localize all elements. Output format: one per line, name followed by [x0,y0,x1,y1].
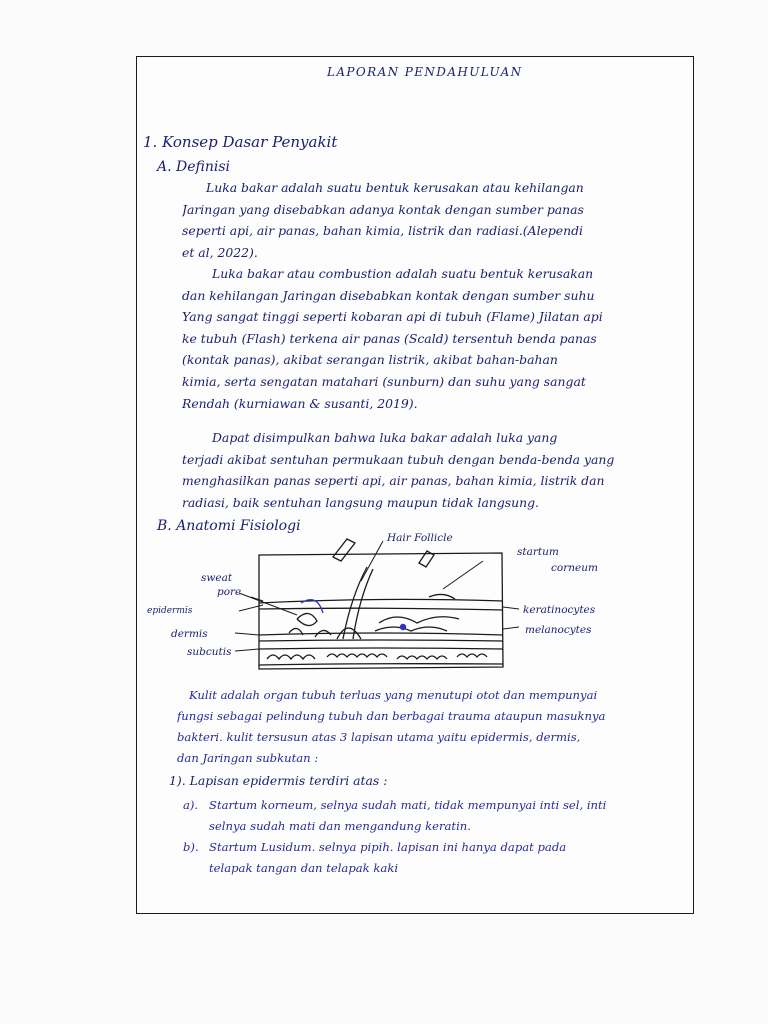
subsection-anatomy: B. Anatomi Fisiologi [157,518,301,534]
paragraph-conclusion [182,427,682,513]
label-sweat-pore: sweat [201,572,233,584]
text-line: kimia, serta sengatan matahari (sunburn) dan suhu yang sangat [182,373,586,389]
text-line: Luka bakar atau combustion adalah suatu bentuk kerusakan [212,266,594,281]
text-line: Jaringan yang disebabkan adanya kontak dengan sumber panas [182,201,584,217]
text-line: Startum korneum, selnya sudah mati, tidak mempunyai inti sel, inti [209,798,607,812]
label-epidermis: epidermis [147,606,193,616]
text-line: Yang sangat tinggi seperti kobaran api di tubuh (Flame) Jilatan api [182,309,603,325]
text-line: dan kehilangan Jaringan disebabkan kontak dengan sumber suhu [182,287,595,303]
label-sweat-pore-2: pore [217,586,242,598]
label-stratum-corneum: startum [517,546,559,558]
text-line: Luka bakar adalah suatu bentuk kerusakan atau kehilangan [206,180,584,195]
label-stratum-corneum-2: corneum [551,562,598,574]
list-item-stratum-corneum [209,795,606,837]
paragraph-definition-2 [182,263,682,414]
document-title: LAPORAN PENDAHULUAN [327,65,523,79]
text-line: dan Jaringan subkutan : [177,751,319,765]
text-line: (kontak panas), akibat serangan listrik, akibat bahan-bahan [182,352,558,368]
text-line: Dapat disimpulkan bahwa luka bakar adalah luka yang [212,430,558,445]
label-melanocytes: melanocytes [525,624,592,636]
text-line: telapak tangan dan telapak kaki [209,861,399,875]
text-line: Startum Lusidum. selnya pipih. lapisan ini hanya dapat pada [209,840,567,854]
text-line: Kulit adalah organ tubuh terluas yang menutupi otot dan mempunyai [189,688,598,702]
text-line: Rendah (kurniawan & susanti, 2019). [182,395,418,411]
label-keratinocytes: keratinocytes [523,604,596,616]
subsection-definition: A. Definisi [157,159,231,175]
document-page [136,56,694,914]
paragraph-definition-1 [182,177,682,263]
skin-anatomy-diagram [147,527,687,687]
section-heading: 1. Konsep Dasar Penyakit [143,133,338,151]
text-line: menghasilkan panas seperti api, air panas, bahan kimia, listrik dan [182,473,605,489]
label-dermis: dermis [171,628,208,640]
text-line: terjadi akibat sentuhan permukaan tubuh dengan benda-benda yang [182,451,615,467]
label-hair-follicle: Hair Follicle [387,532,453,544]
text-line: bakteri. kulit tersusun atas 3 lapisan utama yaitu epidermis, dermis, [177,730,581,744]
paragraph-skin [177,685,677,769]
text-line: fungsi sebagai pelindung tubuh dan berbagai trauma ataupun masuknya [177,709,606,723]
text-line: radiasi, baik sentuhan langsung maupun tidak langsung. [182,494,539,510]
list-heading-epidermis: 1). Lapisan epidermis terdiri atas : [169,773,388,788]
list-marker-a: a). [183,798,199,812]
text-line: seperti api, air panas, bahan kimia, listrik dan radiasi.(Alependi [182,223,584,239]
text-line: et al, 2022). [182,244,258,260]
list-marker-b: b). [183,840,199,854]
text-line: ke tubuh (Flash) terkena air panas (Scald) tersentuh benda panas [182,330,597,346]
label-subcutis: subcutis [187,646,232,658]
list-item-stratum-lucidum [209,837,566,879]
text-line: selnya sudah mati dan mengandung keratin. [209,819,471,833]
